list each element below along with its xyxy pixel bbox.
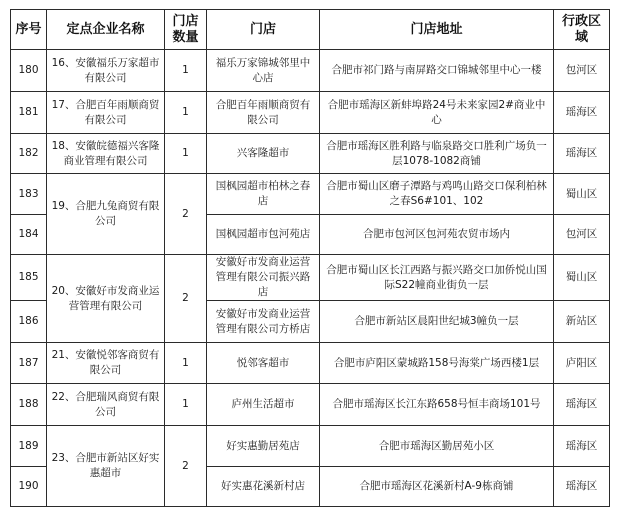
cell-address: 合肥市蜀山区长江西路与振兴路交口加侨悦山国际S22幢商业街负一层 xyxy=(320,255,554,301)
cell-address: 合肥市瑶海区胜利路与临泉路交口胜利广场负一层1078-1082商铺 xyxy=(320,134,554,174)
cell-district: 瑶海区 xyxy=(554,92,610,134)
header-company: 定点企业名称 xyxy=(47,10,165,50)
table-row xyxy=(11,174,610,215)
cell-seq: 188 xyxy=(11,384,47,426)
cell-store: 合肥百年雨顺商贸有限公司 xyxy=(207,92,320,134)
header-store: 门店 xyxy=(207,10,320,50)
cell-district: 蜀山区 xyxy=(554,255,610,301)
cell-address: 合肥市瑶海区新蚌埠路24号未来家园2#商业中心 xyxy=(320,92,554,134)
cell-company: 19、合肥九兔商贸有限公司 xyxy=(47,174,165,255)
cell-company: 23、合肥市新站区好实惠超市 xyxy=(47,426,165,507)
table-row xyxy=(11,426,610,467)
cell-store: 国枫园超市柏林之春店 xyxy=(207,174,320,215)
cell-seq: 184 xyxy=(11,215,47,255)
cell-seq: 181 xyxy=(11,92,47,134)
cell-address: 合肥市瑶海区勤居苑小区 xyxy=(320,426,554,467)
cell-district: 包河区 xyxy=(554,50,610,92)
cell-company: 17、合肥百年雨顺商贸有限公司 xyxy=(47,92,165,134)
cell-district: 蜀山区 xyxy=(554,174,610,215)
cell-store: 庐州生活超市 xyxy=(207,384,320,426)
cell-address: 合肥市瑶海区花溪新村A-9栋商铺 xyxy=(320,467,554,507)
cell-district: 瑶海区 xyxy=(554,134,610,174)
header-row xyxy=(11,10,610,50)
cell-company: 18、安徽皖德福兴客隆商业管理有限公司 xyxy=(47,134,165,174)
cell-qty: 1 xyxy=(165,50,207,92)
cell-seq: 189 xyxy=(11,426,47,467)
cell-address: 合肥市包河区包河苑农贸市场内 xyxy=(320,215,554,255)
header-district: 行政区域 xyxy=(554,10,610,50)
cell-qty: 2 xyxy=(165,426,207,507)
cell-seq: 186 xyxy=(11,301,47,343)
cell-seq: 185 xyxy=(11,255,47,301)
cell-address: 合肥市瑶海区长江东路658号恒丰商场101号 xyxy=(320,384,554,426)
cell-district: 瑶海区 xyxy=(554,467,610,507)
cell-district: 新站区 xyxy=(554,301,610,343)
table-row xyxy=(11,50,610,92)
cell-seq: 183 xyxy=(11,174,47,215)
cell-seq: 182 xyxy=(11,134,47,174)
cell-company: 20、安徽好市发商业运营管理有限公司 xyxy=(47,255,165,343)
cell-company: 22、合肥瑞风商贸有限公司 xyxy=(47,384,165,426)
cell-company: 16、安徽福乐万家超市有限公司 xyxy=(47,50,165,92)
header-address: 门店地址 xyxy=(320,10,554,50)
cell-district: 包河区 xyxy=(554,215,610,255)
cell-district: 瑶海区 xyxy=(554,426,610,467)
cell-qty: 2 xyxy=(165,174,207,255)
cell-seq: 190 xyxy=(11,467,47,507)
cell-seq: 180 xyxy=(11,50,47,92)
cell-store: 福乐万家锦城邻里中心店 xyxy=(207,50,320,92)
cell-seq: 187 xyxy=(11,343,47,384)
cell-store: 兴客隆超市 xyxy=(207,134,320,174)
cell-company: 21、安徽悦邻客商贸有限公司 xyxy=(47,343,165,384)
cell-qty: 1 xyxy=(165,134,207,174)
cell-district: 瑶海区 xyxy=(554,384,610,426)
cell-address: 合肥市祁门路与南屏路交口锦城邻里中心一楼 xyxy=(320,50,554,92)
cell-store: 好实惠花溪新村店 xyxy=(207,467,320,507)
cell-store: 安徽好市发商业运营管理有限公司方桥店 xyxy=(207,301,320,343)
cell-store: 好实惠勤居苑店 xyxy=(207,426,320,467)
cell-qty: 1 xyxy=(165,384,207,426)
cell-store: 安徽好市发商业运营管理有限公司振兴路店 xyxy=(207,255,320,301)
header-seq: 序号 xyxy=(11,10,47,50)
cell-address: 合肥市蜀山区磨子潭路与鸡鸣山路交口保利柏林之春S6#101、102 xyxy=(320,174,554,215)
cell-store: 悦邻客超市 xyxy=(207,343,320,384)
table-row xyxy=(11,343,610,384)
table-row xyxy=(11,134,610,174)
cell-qty: 1 xyxy=(165,343,207,384)
cell-qty: 1 xyxy=(165,92,207,134)
cell-address: 合肥市新站区晨阳世纪城3幢负一层 xyxy=(320,301,554,343)
table-row xyxy=(11,255,610,301)
store-table xyxy=(10,9,610,507)
header-qty: 门店数量 xyxy=(165,10,207,50)
cell-address: 合肥市庐阳区蒙城路158号海棠广场西楼1层 xyxy=(320,343,554,384)
cell-qty: 2 xyxy=(165,255,207,343)
cell-store: 国枫园超市包河苑店 xyxy=(207,215,320,255)
cell-district: 庐阳区 xyxy=(554,343,610,384)
table-row xyxy=(11,384,610,426)
table-row xyxy=(11,92,610,134)
